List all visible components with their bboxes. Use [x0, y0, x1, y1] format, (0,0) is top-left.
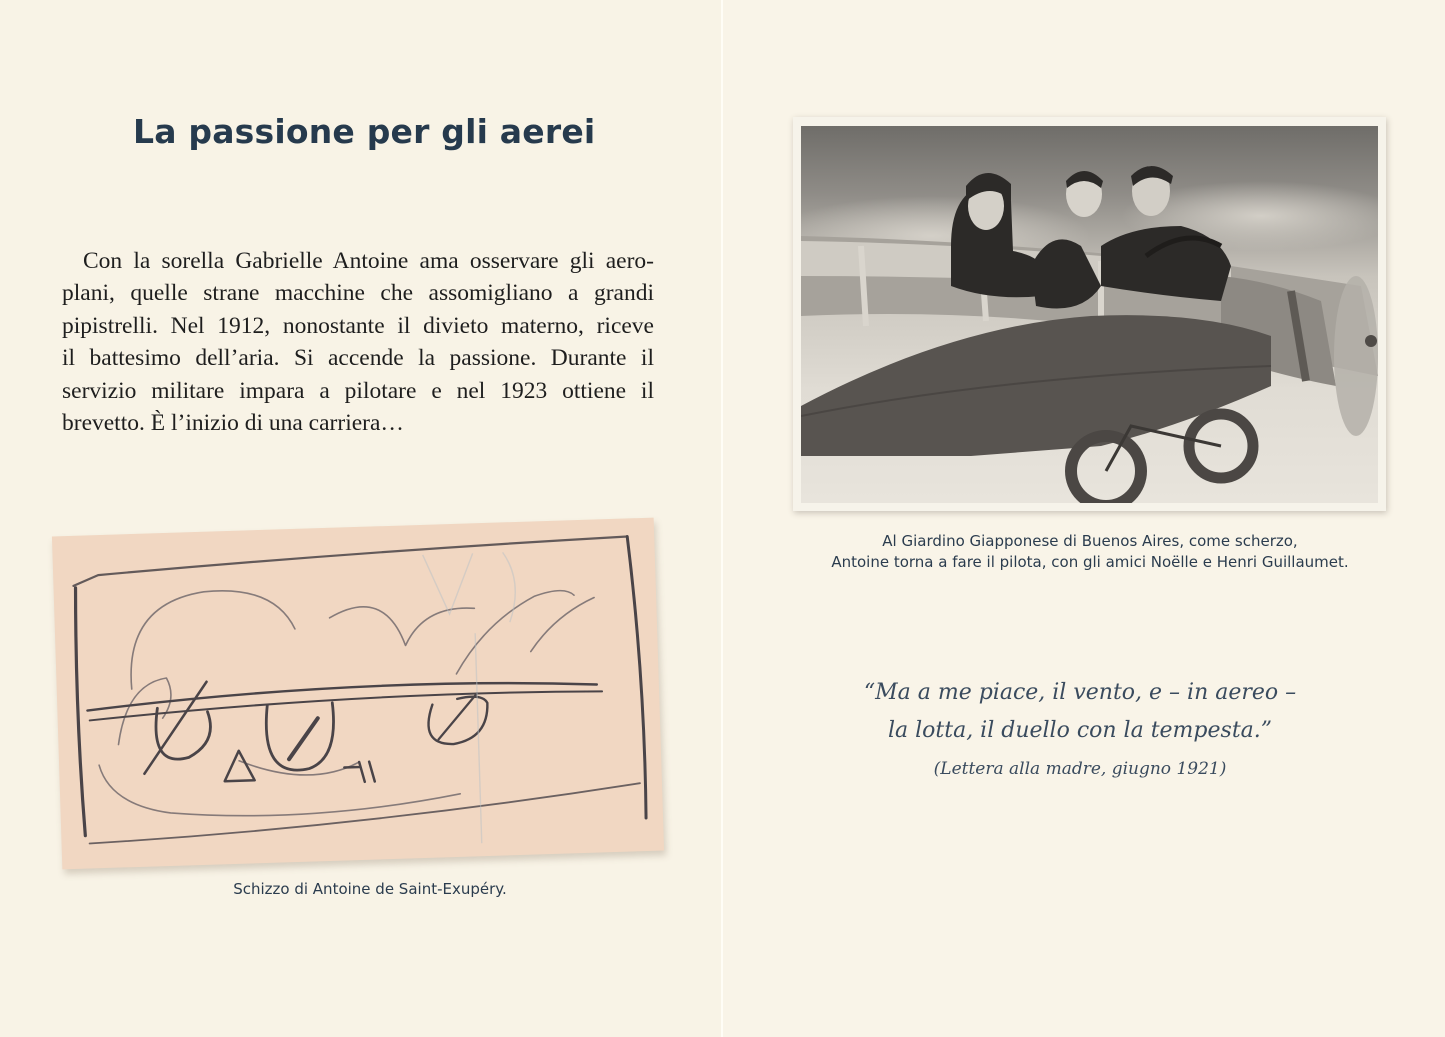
body-paragraph	[62, 245, 654, 439]
quote-block	[860, 674, 1300, 786]
photo-frame	[793, 117, 1386, 511]
photo-caption-line: Al Giardino Giapponese di Buenos Aires, come scherzo,	[882, 532, 1298, 550]
airplane-photo-illustration	[801, 126, 1378, 503]
photo-caption-line: Antoine torna a fare il pilota, con gli amici Noëlle e Henri Guillaumet.	[831, 553, 1349, 571]
photo-caption	[800, 531, 1380, 573]
sketch-image	[52, 518, 664, 870]
left-page	[0, 0, 722, 1037]
quote-source: (Lettera alla madre, giugno 1921)	[933, 759, 1227, 779]
paragraph-line: pipistrelli. Nel 1912, nonostante il divieto materno, riceve	[62, 312, 654, 339]
paragraph-line: il battesimo dell’aria. Si accende la passione. Durante il	[62, 345, 654, 372]
airplane-sketch-drawing	[52, 518, 664, 870]
page-title: La passione per gli aerei	[133, 112, 596, 151]
paragraph-line: brevetto. È l’inizio di una carriera…	[62, 410, 404, 437]
paragraph-line: servizio militare impara a pilotare e nel 1923 ottiene il	[62, 377, 654, 404]
quote-line: “Ma a me piace, il vento, e – in aereo –	[863, 680, 1297, 705]
sketch-caption: Schizzo di Antoine de Saint-Exupéry.	[233, 880, 507, 898]
quote-line: la lotta, il duello con la tempesta.”	[887, 718, 1273, 743]
paragraph-line: Con la sorella Gabrielle Antoine ama osservare gli aero-	[83, 248, 654, 274]
paragraph-line: plani, quelle strane macchine che assomigliano a grandi	[62, 280, 654, 307]
historical-photo	[801, 126, 1378, 503]
